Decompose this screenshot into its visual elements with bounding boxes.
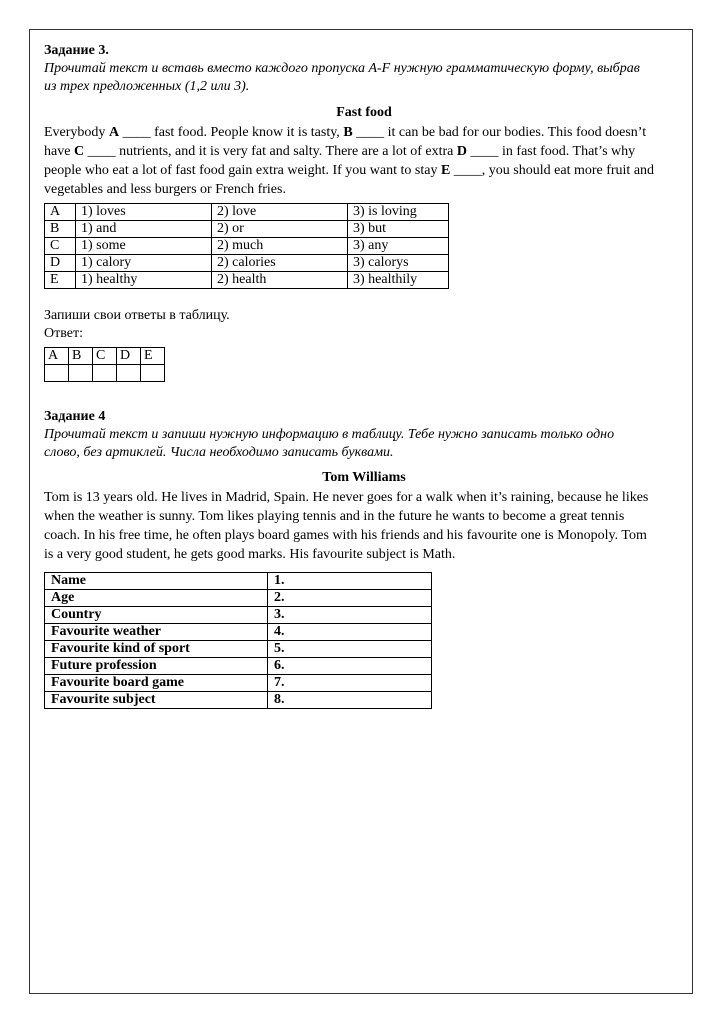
table-row (45, 272, 449, 289)
option-letter: D (45, 255, 76, 272)
table-row (45, 641, 432, 658)
task4-instruction-line2: слово, без артиклей. Числа необходимо записать буквами. (44, 445, 394, 460)
option-1: 1) healthy (76, 272, 212, 289)
answer-label: Ответ: (44, 326, 83, 341)
options-table (44, 203, 449, 289)
worksheet (44, 42, 684, 709)
info-table (44, 572, 432, 709)
text-line: when the weather is sunny. Tom likes playing tennis and in the future he wants to become a great tennis (44, 509, 625, 524)
table-row (45, 221, 449, 238)
info-label: Favourite subject (45, 692, 268, 709)
info-label: Country (45, 607, 268, 624)
table-row (45, 590, 432, 607)
option-3: 3) calorys (348, 255, 449, 272)
table-row (45, 658, 432, 675)
info-label: Favourite kind of sport (45, 641, 268, 658)
info-number[interactable]: 5. (268, 641, 432, 658)
table-row (45, 624, 432, 641)
option-letter: B (45, 221, 76, 238)
info-label: Age (45, 590, 268, 607)
info-number[interactable]: 6. (268, 658, 432, 675)
text-line: have C ____ nutrients, and it is very fat and salty. There are a lot of extra D ____ in fast food. That’s why (44, 144, 636, 159)
info-number[interactable]: 2. (268, 590, 432, 607)
option-3: 3) is loving (348, 204, 449, 221)
text-line: Tom is 13 years old. He lives in Madrid, Spain. He never goes for a walk when it’s raining, because he likes (44, 490, 649, 505)
answer-cell-c[interactable] (93, 365, 117, 382)
answer-header-c: C (93, 348, 117, 365)
answer-header-a: A (45, 348, 69, 365)
task4-text (44, 488, 684, 564)
table-row (45, 573, 432, 590)
option-3: 3) healthily (348, 272, 449, 289)
text-line: vegetables and less burgers or French fries. (44, 182, 286, 197)
task3-text-title: Fast food (336, 105, 392, 120)
text-line: people who eat a lot of fast food gain extra weight. If you want to stay E ____, you should eat more fruit and (44, 163, 655, 178)
task4-text-title: Tom Williams (322, 470, 406, 485)
write-answers-text: Запиши свои ответы в таблицу. (44, 308, 230, 323)
table-row (45, 675, 432, 692)
option-3: 3) but (348, 221, 449, 238)
option-1: 1) some (76, 238, 212, 255)
info-number[interactable]: 1. (268, 573, 432, 590)
option-2: 2) love (212, 204, 348, 221)
option-2: 2) calories (212, 255, 348, 272)
table-row (45, 238, 449, 255)
option-1: 1) calory (76, 255, 212, 272)
task3-text (44, 123, 684, 199)
option-1: 1) and (76, 221, 212, 238)
info-label: Name (45, 573, 268, 590)
info-label: Favourite board game (45, 675, 268, 692)
table-row (45, 204, 449, 221)
table-row (45, 607, 432, 624)
info-number[interactable]: 7. (268, 675, 432, 692)
info-number[interactable]: 4. (268, 624, 432, 641)
text-line: coach. In his free time, he often plays board games with his friends and his favourite one is Monopoly. Tom (44, 528, 647, 543)
task3-heading: Задание 3. (44, 43, 109, 58)
table-row (45, 365, 165, 382)
task3-instruction-line1: Прочитай текст и вставь вместо каждого пропуска A-F нужную грамматическую форму, выбрав (44, 61, 640, 76)
info-label: Favourite weather (45, 624, 268, 641)
answer-table (44, 347, 165, 382)
task3-instruction-line2: из трех предложенных (1,2 или 3). (44, 79, 250, 94)
info-number[interactable]: 8. (268, 692, 432, 709)
info-number[interactable]: 3. (268, 607, 432, 624)
text-line: Everybody A ____ fast food. People know it is tasty, B ____ it can be bad for our bodies. This food doesn’t (44, 125, 647, 140)
option-2: 2) health (212, 272, 348, 289)
task4-heading: Задание 4 (44, 409, 106, 424)
table-row (45, 692, 432, 709)
text-line: is a very good student, he gets good marks. His favourite subject is Math. (44, 547, 456, 562)
answer-cell-b[interactable] (69, 365, 93, 382)
option-letter: E (45, 272, 76, 289)
answer-cell-e[interactable] (141, 365, 165, 382)
answer-header-e: E (141, 348, 165, 365)
answer-cell-a[interactable] (45, 365, 69, 382)
option-letter: A (45, 204, 76, 221)
option-letter: C (45, 238, 76, 255)
table-row (45, 348, 165, 365)
answer-cell-d[interactable] (117, 365, 141, 382)
info-label: Future profession (45, 658, 268, 675)
answer-header-b: B (69, 348, 93, 365)
answer-header-d: D (117, 348, 141, 365)
option-3: 3) any (348, 238, 449, 255)
option-2: 2) or (212, 221, 348, 238)
table-row (45, 255, 449, 272)
task4-instruction-line1: Прочитай текст и запиши нужную информацию в таблицу. Тебе нужно записать только одно (44, 427, 615, 442)
option-1: 1) loves (76, 204, 212, 221)
option-2: 2) much (212, 238, 348, 255)
